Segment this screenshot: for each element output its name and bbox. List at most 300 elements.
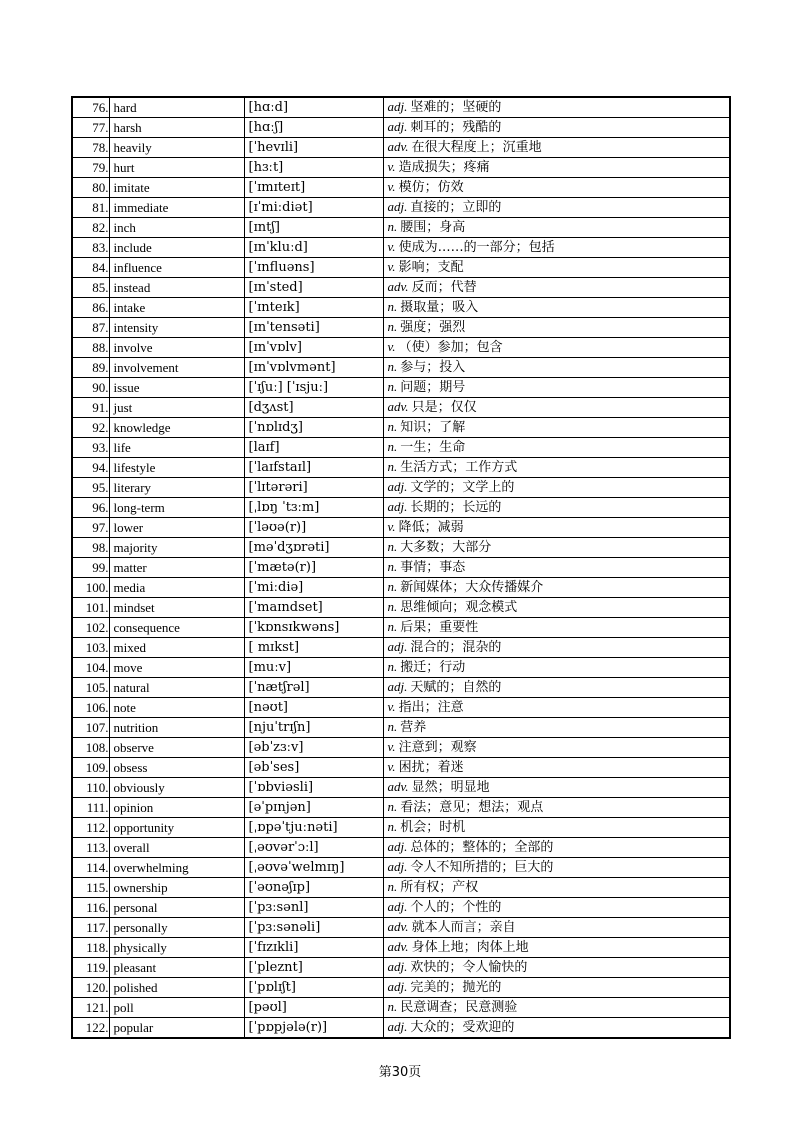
entry-phonetic: [ˌɒpəˈtjuːnəti] bbox=[244, 818, 383, 838]
entry-definition bbox=[383, 638, 730, 658]
table-row bbox=[72, 618, 730, 638]
entry-word: move bbox=[109, 658, 244, 678]
entry-number: 84. bbox=[72, 258, 109, 278]
entry-word: nutrition bbox=[109, 718, 244, 738]
entry-definition bbox=[383, 378, 730, 398]
meaning-text: 身体上地；肉体上地 bbox=[411, 940, 529, 955]
entry-word: consequence bbox=[109, 618, 244, 638]
meaning-text: 文学的；文学上的 bbox=[410, 480, 515, 495]
part-of-speech: n. bbox=[387, 999, 398, 1014]
entry-number: 115. bbox=[72, 878, 109, 898]
entry-phonetic: [muːv] bbox=[244, 658, 383, 678]
entry-phonetic: [ˈɪnteɪk] bbox=[244, 298, 383, 318]
entry-number: 96. bbox=[72, 498, 109, 518]
table-row bbox=[72, 418, 730, 438]
entry-definition bbox=[383, 418, 730, 438]
entry-phonetic: [ˈfɪzɪkli] bbox=[244, 938, 383, 958]
entry-phonetic: [ˌəʊvərˈɔːl] bbox=[244, 838, 383, 858]
entry-word: issue bbox=[109, 378, 244, 398]
entry-number: 83. bbox=[72, 238, 109, 258]
entry-definition bbox=[383, 918, 730, 938]
entry-phonetic: [hɜːt] bbox=[244, 158, 383, 178]
page-number: 第30页 bbox=[378, 1065, 422, 1080]
meaning-text: 生活方式；工作方式 bbox=[400, 460, 518, 475]
entry-definition bbox=[383, 558, 730, 578]
entry-definition bbox=[383, 1018, 730, 1039]
table-row bbox=[72, 518, 730, 538]
entry-definition bbox=[383, 238, 730, 258]
meaning-text: 刺耳的；残酷的 bbox=[410, 120, 502, 135]
entry-word: obviously bbox=[109, 778, 244, 798]
entry-number: 107. bbox=[72, 718, 109, 738]
entry-word: overwhelming bbox=[109, 858, 244, 878]
entry-phonetic: [ˈlaɪfstaɪl] bbox=[244, 458, 383, 478]
table-row bbox=[72, 478, 730, 498]
part-of-speech: adj. bbox=[387, 839, 408, 854]
part-of-speech: v. bbox=[387, 519, 396, 534]
meaning-text: 腰围；身高 bbox=[400, 220, 466, 235]
table-row bbox=[72, 498, 730, 518]
table-row bbox=[72, 338, 730, 358]
meaning-text: 强度；强烈 bbox=[400, 320, 466, 335]
entry-definition bbox=[383, 138, 730, 158]
part-of-speech: v. bbox=[387, 339, 396, 354]
part-of-speech: n. bbox=[387, 579, 398, 594]
meaning-text: 思维倾向；观念模式 bbox=[400, 600, 518, 615]
entry-number: 89. bbox=[72, 358, 109, 378]
entry-definition bbox=[383, 498, 730, 518]
entry-word: involvement bbox=[109, 358, 244, 378]
table-row bbox=[72, 918, 730, 938]
entry-phonetic: [ˈpɒpjələ(r)] bbox=[244, 1018, 383, 1039]
entry-number: 113. bbox=[72, 838, 109, 858]
entry-number: 108. bbox=[72, 738, 109, 758]
entry-number: 101. bbox=[72, 598, 109, 618]
meaning-text: 直接的；立即的 bbox=[410, 200, 502, 215]
meaning-text: 造成损失；疼痛 bbox=[398, 160, 490, 175]
entry-word: lower bbox=[109, 518, 244, 538]
part-of-speech: adv. bbox=[387, 779, 409, 794]
meaning-text: 总体的；整体的；全部的 bbox=[410, 840, 554, 855]
entry-word: immediate bbox=[109, 198, 244, 218]
entry-definition bbox=[383, 938, 730, 958]
entry-definition bbox=[383, 198, 730, 218]
part-of-speech: v. bbox=[387, 239, 396, 254]
table-row bbox=[72, 598, 730, 618]
entry-phonetic: [əˈpɪnjən] bbox=[244, 798, 383, 818]
entry-definition bbox=[383, 718, 730, 738]
table-row bbox=[72, 258, 730, 278]
entry-number: 116. bbox=[72, 898, 109, 918]
entry-phonetic: [ˈmiːdiə] bbox=[244, 578, 383, 598]
entry-definition bbox=[383, 258, 730, 278]
entry-number: 88. bbox=[72, 338, 109, 358]
entry-word: heavily bbox=[109, 138, 244, 158]
entry-definition bbox=[383, 478, 730, 498]
entry-phonetic: [ɪnˈvɒlv] bbox=[244, 338, 383, 358]
meaning-text: 所有权；产权 bbox=[400, 880, 479, 895]
entry-number: 86. bbox=[72, 298, 109, 318]
entry-definition bbox=[383, 598, 730, 618]
entry-word: life bbox=[109, 438, 244, 458]
part-of-speech: adv. bbox=[387, 939, 409, 954]
part-of-speech: n. bbox=[387, 599, 398, 614]
entry-definition bbox=[383, 778, 730, 798]
meaning-text: 事情；事态 bbox=[400, 560, 466, 575]
table-row bbox=[72, 718, 730, 738]
table-row bbox=[72, 958, 730, 978]
entry-definition bbox=[383, 158, 730, 178]
entry-definition bbox=[383, 218, 730, 238]
entry-phonetic: [ mɪkst] bbox=[244, 638, 383, 658]
entry-definition bbox=[383, 738, 730, 758]
part-of-speech: n. bbox=[387, 819, 398, 834]
entry-phonetic: [hɑːd] bbox=[244, 97, 383, 118]
entry-word: personally bbox=[109, 918, 244, 938]
table-row bbox=[72, 458, 730, 478]
entry-word: literary bbox=[109, 478, 244, 498]
entry-phonetic: [ɪnˈtensəti] bbox=[244, 318, 383, 338]
entry-number: 104. bbox=[72, 658, 109, 678]
table-row bbox=[72, 998, 730, 1018]
entry-number: 121. bbox=[72, 998, 109, 1018]
entry-word: inch bbox=[109, 218, 244, 238]
entry-number: 80. bbox=[72, 178, 109, 198]
entry-word: mindset bbox=[109, 598, 244, 618]
vocabulary-table-body bbox=[72, 97, 730, 1038]
part-of-speech: n. bbox=[387, 419, 398, 434]
table-row bbox=[72, 438, 730, 458]
meaning-text: 一生；生命 bbox=[400, 440, 466, 455]
entry-number: 77. bbox=[72, 118, 109, 138]
entry-phonetic: [ˈəʊnəʃɪp] bbox=[244, 878, 383, 898]
meaning-text: 摄取量；吸入 bbox=[400, 300, 479, 315]
entry-word: opinion bbox=[109, 798, 244, 818]
entry-number: 97. bbox=[72, 518, 109, 538]
entry-number: 103. bbox=[72, 638, 109, 658]
part-of-speech: v. bbox=[387, 179, 396, 194]
part-of-speech: adj. bbox=[387, 479, 408, 494]
entry-word: involve bbox=[109, 338, 244, 358]
entry-phonetic: [ˈpɜːsənl] bbox=[244, 898, 383, 918]
meaning-text: 欢快的；令人愉快的 bbox=[410, 960, 528, 975]
entry-phonetic: [ˈpleznt] bbox=[244, 958, 383, 978]
entry-phonetic: [ˈkɒnsɪkwəns] bbox=[244, 618, 383, 638]
entry-word: natural bbox=[109, 678, 244, 698]
entry-number: 92. bbox=[72, 418, 109, 438]
entry-number: 82. bbox=[72, 218, 109, 238]
entry-definition bbox=[383, 698, 730, 718]
entry-phonetic: [nəʊt] bbox=[244, 698, 383, 718]
entry-word: majority bbox=[109, 538, 244, 558]
entry-definition bbox=[383, 118, 730, 138]
entry-number: 102. bbox=[72, 618, 109, 638]
entry-number: 105. bbox=[72, 678, 109, 698]
table-row bbox=[72, 838, 730, 858]
entry-definition bbox=[383, 298, 730, 318]
entry-definition bbox=[383, 398, 730, 418]
entry-phonetic: [ˈɪʃuː] [ˈɪsjuː] bbox=[244, 378, 383, 398]
meaning-text: 问题；期号 bbox=[400, 380, 466, 395]
table-row bbox=[72, 938, 730, 958]
meaning-text: 就本人而言；亲自 bbox=[411, 920, 516, 935]
meaning-text: 新闻媒体；大众传播媒介 bbox=[400, 580, 544, 595]
meaning-text: 长期的；长远的 bbox=[410, 500, 502, 515]
entry-phonetic: [məˈdʒɒrəti] bbox=[244, 538, 383, 558]
meaning-text: 困扰；着迷 bbox=[398, 760, 464, 775]
table-row bbox=[72, 638, 730, 658]
part-of-speech: v. bbox=[387, 699, 396, 714]
table-row bbox=[72, 698, 730, 718]
entry-number: 120. bbox=[72, 978, 109, 998]
entry-phonetic: [ˈmaɪndset] bbox=[244, 598, 383, 618]
entry-word: hurt bbox=[109, 158, 244, 178]
entry-number: 78. bbox=[72, 138, 109, 158]
entry-word: instead bbox=[109, 278, 244, 298]
entry-number: 122. bbox=[72, 1018, 109, 1039]
entry-number: 99. bbox=[72, 558, 109, 578]
entry-number: 106. bbox=[72, 698, 109, 718]
entry-phonetic: [ˈnætʃrəl] bbox=[244, 678, 383, 698]
entry-phonetic: [ˈhevɪli] bbox=[244, 138, 383, 158]
table-row bbox=[72, 678, 730, 698]
entry-definition bbox=[383, 878, 730, 898]
table-row bbox=[72, 178, 730, 198]
entry-phonetic: [ˈpɜːsənəli] bbox=[244, 918, 383, 938]
entry-word: long-term bbox=[109, 498, 244, 518]
table-row bbox=[72, 538, 730, 558]
entry-phonetic: [ˈnɒlɪdʒ] bbox=[244, 418, 383, 438]
entry-phonetic: [ˈpɒlɪʃt] bbox=[244, 978, 383, 998]
entry-word: overall bbox=[109, 838, 244, 858]
entry-number: 110. bbox=[72, 778, 109, 798]
entry-word: mixed bbox=[109, 638, 244, 658]
meaning-text: 个人的；个性的 bbox=[410, 900, 502, 915]
table-row bbox=[72, 158, 730, 178]
entry-number: 112. bbox=[72, 818, 109, 838]
meaning-text: 大众的；受欢迎的 bbox=[410, 1020, 515, 1035]
entry-number: 93. bbox=[72, 438, 109, 458]
entry-word: personal bbox=[109, 898, 244, 918]
entry-phonetic: [ɪnˈkluːd] bbox=[244, 238, 383, 258]
part-of-speech: adj. bbox=[387, 1019, 408, 1034]
entry-word: lifestyle bbox=[109, 458, 244, 478]
meaning-text: 大多数；大部分 bbox=[400, 540, 492, 555]
part-of-speech: v. bbox=[387, 259, 396, 274]
table-row bbox=[72, 378, 730, 398]
meaning-text: 使成为……的一部分；包括 bbox=[398, 240, 555, 255]
table-row bbox=[72, 578, 730, 598]
part-of-speech: v. bbox=[387, 159, 396, 174]
entry-word: media bbox=[109, 578, 244, 598]
part-of-speech: adj. bbox=[387, 199, 408, 214]
part-of-speech: adj. bbox=[387, 99, 408, 114]
part-of-speech: n. bbox=[387, 719, 398, 734]
entry-definition bbox=[383, 678, 730, 698]
table-row bbox=[72, 238, 730, 258]
table-row bbox=[72, 818, 730, 838]
entry-definition bbox=[383, 578, 730, 598]
entry-phonetic: [əbˈses] bbox=[244, 758, 383, 778]
part-of-speech: adj. bbox=[387, 859, 408, 874]
entry-phonetic: [ˈləʊə(r)] bbox=[244, 518, 383, 538]
part-of-speech: n. bbox=[387, 319, 398, 334]
part-of-speech: v. bbox=[387, 759, 396, 774]
entry-number: 91. bbox=[72, 398, 109, 418]
entry-phonetic: [laɪf] bbox=[244, 438, 383, 458]
entry-word: imitate bbox=[109, 178, 244, 198]
meaning-text: 后果；重要性 bbox=[400, 620, 479, 635]
meaning-text: 影响；支配 bbox=[398, 260, 464, 275]
entry-word: pleasant bbox=[109, 958, 244, 978]
entry-word: observe bbox=[109, 738, 244, 758]
entry-phonetic: [əbˈzɜːv] bbox=[244, 738, 383, 758]
table-row bbox=[72, 218, 730, 238]
table-row bbox=[72, 858, 730, 878]
entry-number: 114. bbox=[72, 858, 109, 878]
entry-definition bbox=[383, 958, 730, 978]
meaning-text: 天赋的；自然的 bbox=[410, 680, 502, 695]
entry-number: 119. bbox=[72, 958, 109, 978]
entry-word: polished bbox=[109, 978, 244, 998]
table-row bbox=[72, 738, 730, 758]
entry-phonetic: [ɪnˈsted] bbox=[244, 278, 383, 298]
table-row bbox=[72, 298, 730, 318]
entry-definition bbox=[383, 97, 730, 118]
entry-phonetic: [ɪntʃ] bbox=[244, 218, 383, 238]
part-of-speech: adj. bbox=[387, 639, 408, 654]
meaning-text: 坚难的；坚硬的 bbox=[410, 100, 502, 115]
part-of-speech: n. bbox=[387, 299, 398, 314]
table-row bbox=[72, 118, 730, 138]
table-row bbox=[72, 318, 730, 338]
table-row bbox=[72, 198, 730, 218]
entry-word: physically bbox=[109, 938, 244, 958]
entry-definition bbox=[383, 358, 730, 378]
entry-phonetic: [ˌəʊvəˈwelmɪŋ] bbox=[244, 858, 383, 878]
vocabulary-table bbox=[71, 96, 731, 1039]
entry-definition bbox=[383, 178, 730, 198]
table-row bbox=[72, 358, 730, 378]
table-row bbox=[72, 778, 730, 798]
part-of-speech: adj. bbox=[387, 679, 408, 694]
entry-word: just bbox=[109, 398, 244, 418]
part-of-speech: n. bbox=[387, 879, 398, 894]
table-row bbox=[72, 978, 730, 998]
entry-number: 87. bbox=[72, 318, 109, 338]
entry-number: 109. bbox=[72, 758, 109, 778]
table-row bbox=[72, 658, 730, 678]
entry-definition bbox=[383, 838, 730, 858]
entry-definition bbox=[383, 818, 730, 838]
entry-word: opportunity bbox=[109, 818, 244, 838]
table-row bbox=[72, 1018, 730, 1039]
table-row bbox=[72, 898, 730, 918]
entry-word: popular bbox=[109, 1018, 244, 1039]
entry-definition bbox=[383, 338, 730, 358]
entry-phonetic: [dʒʌst] bbox=[244, 398, 383, 418]
part-of-speech: n. bbox=[387, 799, 398, 814]
meaning-text: 在很大程度上；沉重地 bbox=[411, 140, 542, 155]
entry-number: 90. bbox=[72, 378, 109, 398]
part-of-speech: n. bbox=[387, 359, 398, 374]
meaning-text: 营养 bbox=[400, 720, 427, 735]
meaning-text: 混合的；混杂的 bbox=[410, 640, 502, 655]
part-of-speech: adv. bbox=[387, 139, 409, 154]
meaning-text: 完美的；抛光的 bbox=[410, 980, 502, 995]
entry-phonetic: [ˈɪmɪteɪt] bbox=[244, 178, 383, 198]
entry-word: hard bbox=[109, 97, 244, 118]
entry-word: ownership bbox=[109, 878, 244, 898]
entry-word: knowledge bbox=[109, 418, 244, 438]
entry-definition bbox=[383, 278, 730, 298]
part-of-speech: v. bbox=[387, 739, 396, 754]
meaning-text: 指出；注意 bbox=[398, 700, 464, 715]
entry-number: 117. bbox=[72, 918, 109, 938]
part-of-speech: n. bbox=[387, 219, 398, 234]
meaning-text: 令人不知所措的；巨大的 bbox=[410, 860, 554, 875]
meaning-text: 搬迁；行动 bbox=[400, 660, 466, 675]
table-row bbox=[72, 398, 730, 418]
entry-phonetic: [ɪˈmiːdiət] bbox=[244, 198, 383, 218]
part-of-speech: n. bbox=[387, 439, 398, 454]
entry-word: harsh bbox=[109, 118, 244, 138]
part-of-speech: adj. bbox=[387, 959, 408, 974]
entry-word: intensity bbox=[109, 318, 244, 338]
meaning-text: 反而；代替 bbox=[411, 280, 477, 295]
meaning-text: 机会；时机 bbox=[400, 820, 466, 835]
entry-number: 95. bbox=[72, 478, 109, 498]
entry-definition bbox=[383, 458, 730, 478]
table-row bbox=[72, 558, 730, 578]
meaning-text: 注意到；观察 bbox=[398, 740, 477, 755]
entry-definition bbox=[383, 758, 730, 778]
meaning-text: 显然；明显地 bbox=[411, 780, 490, 795]
part-of-speech: n. bbox=[387, 379, 398, 394]
entry-phonetic: [ˈɒbviəsli] bbox=[244, 778, 383, 798]
entry-phonetic: [njuˈtrɪʃn] bbox=[244, 718, 383, 738]
table-row bbox=[72, 97, 730, 118]
entry-word: obsess bbox=[109, 758, 244, 778]
entry-definition bbox=[383, 858, 730, 878]
meaning-text: 参与；投入 bbox=[400, 360, 466, 375]
table-row bbox=[72, 878, 730, 898]
meaning-text: 降低；减弱 bbox=[398, 520, 464, 535]
table-row bbox=[72, 278, 730, 298]
entry-word: poll bbox=[109, 998, 244, 1018]
entry-phonetic: [ɪnˈvɒlvmənt] bbox=[244, 358, 383, 378]
entry-word: matter bbox=[109, 558, 244, 578]
part-of-speech: n. bbox=[387, 659, 398, 674]
entry-definition bbox=[383, 798, 730, 818]
part-of-speech: adj. bbox=[387, 899, 408, 914]
table-row bbox=[72, 138, 730, 158]
meaning-text: 民意调查；民意测验 bbox=[400, 1000, 518, 1015]
entry-number: 85. bbox=[72, 278, 109, 298]
entry-word: influence bbox=[109, 258, 244, 278]
part-of-speech: n. bbox=[387, 539, 398, 554]
meaning-text: 看法；意见；想法；观点 bbox=[400, 800, 544, 815]
entry-definition bbox=[383, 898, 730, 918]
entry-number: 100. bbox=[72, 578, 109, 598]
meaning-text: （使）参加；包含 bbox=[398, 340, 503, 355]
entry-phonetic: [ˈmætə(r)] bbox=[244, 558, 383, 578]
entry-word: intake bbox=[109, 298, 244, 318]
entry-definition bbox=[383, 518, 730, 538]
entry-word: include bbox=[109, 238, 244, 258]
entry-number: 98. bbox=[72, 538, 109, 558]
part-of-speech: adv. bbox=[387, 279, 409, 294]
